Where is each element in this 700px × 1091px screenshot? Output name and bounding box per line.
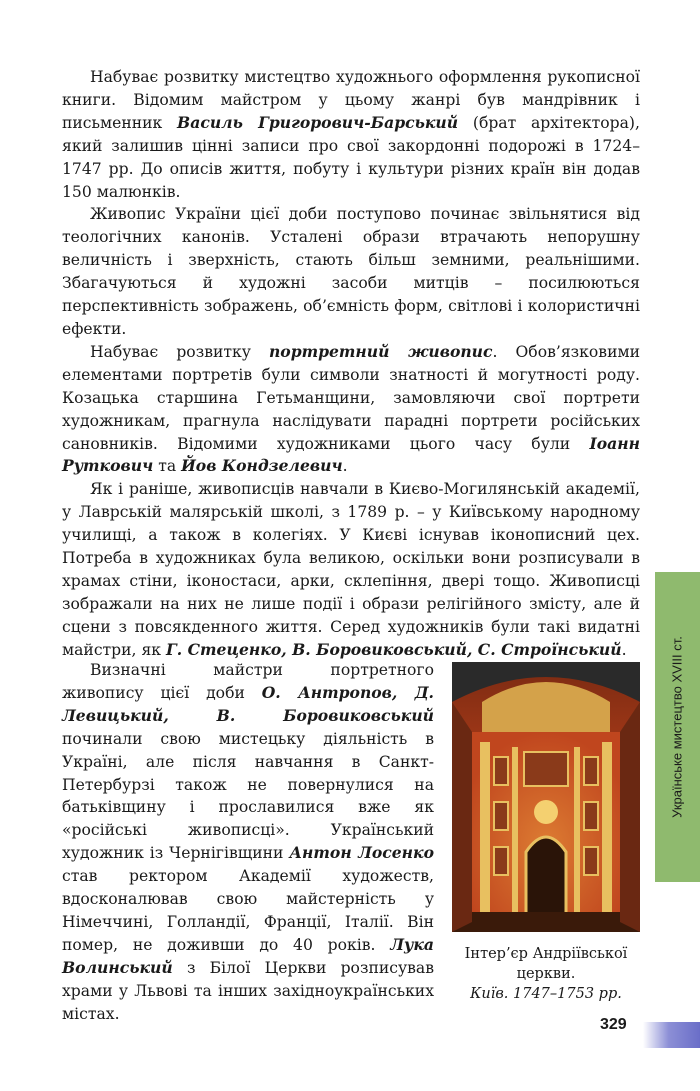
- text-run: починали свою мистецьку діяльність в Україні, але після навчання в Санкт-Петербурзі також не повернулися на батьківщину і прославилися вже як «російські живописці». Український художник із Чернігівщини: [62, 729, 434, 863]
- paragraph: [62, 66, 640, 203]
- emphasized-name: Василь Григорович-Барський: [177, 112, 459, 132]
- emphasized-name: О. Антропов, Д. Левицький, В. Боровиковський: [62, 682, 434, 725]
- text-run: (брат архітектора), який залишив цінні записи про свої закордонні подорожі в 1724–1747 рр. До описів життя, побуту і культури різних країн він додав 150 малюнків.: [62, 113, 640, 201]
- paragraph: [62, 203, 640, 340]
- text-run: . Обов’язковими елементами портретів були символи знатності й могутності роду. Козацька старшина Гетьманщини, замовляючи свої портрети художникам, прагнула наслідувати парадні портрети російських сановників. Відомими художниками цього часу були: [62, 342, 640, 453]
- emphasized-name: Г. Стеценко, В. Боровиковський, С. Строїнський: [166, 639, 622, 659]
- paragraph: [62, 478, 640, 661]
- emphasized-name: Йов Кондзелевич: [181, 456, 343, 476]
- chapter-side-tab-label: Українське мистецтво XVIII ст.: [669, 636, 685, 818]
- paragraph: [62, 341, 640, 478]
- emphasized-name: Лука Волинський: [62, 934, 434, 977]
- caption-line-1: Інтер’єр Андріївської: [464, 946, 628, 962]
- text-run: .: [621, 640, 627, 659]
- text-run: Набуває розвитку: [90, 342, 269, 361]
- emphasized-name: Антон Лосенко: [289, 843, 434, 863]
- paragraph: [62, 659, 434, 1026]
- text-run: Живопис України цієї доби поступово починає звільнятися від теологічних канонів. Усталені образи втрачають непорушну величність і зверхність, стають більш земними, реальнішими. Збагачуються й художні засоби митців – посилюються перспективність зображень, об’ємність форм, світлові і колористичні ефекти.: [62, 205, 640, 338]
- caption-line-3: Київ. 1747–1753 рр.: [470, 986, 622, 1002]
- text-run: Як і раніше, живописців навчали в Києво-Могилянській академії, у Лаврській малярській школі, з 1789 р. – у Київському народному училищі, а також в колегіях. У Києві існував іконописний цех. Потреба в художниках була великою, оскільки вони розписували в храмах стіни, іконостаси, арки, склепіння, двері тощо. Живописці зображали на них не лише події і образи релігійного змісту, але й сцени з повсякденного життя. Серед художників були такі видатні майстри, як: [62, 480, 640, 659]
- main-text: [62, 66, 640, 662]
- text-run: з Білої Церкви розписував храми у Львові та інших західноукраїнських містах.: [62, 958, 434, 1023]
- text-run: Набуває розвитку мистецтво художнього оформлення рукописної книги. Відомим майстром у цьому жанрі був мандрівник і письменник: [62, 68, 640, 132]
- text-run: .: [342, 457, 348, 476]
- church-interior-photo: [452, 662, 640, 932]
- emphasized-name: портретний живопис: [268, 341, 493, 361]
- caption-line-2: церкви.: [516, 966, 576, 982]
- emphasized-name: Іоанн Руткович: [62, 433, 640, 476]
- photo-caption: [446, 944, 646, 1004]
- wrap-paragraph: [62, 659, 434, 1026]
- page-number-bar: [643, 1022, 700, 1048]
- page-number: 329: [600, 1016, 627, 1033]
- text-run: Визначні майстри портретного живопису цієї доби: [62, 661, 434, 702]
- text-run: став ректором Академії художеств, вдосконалював свою майстерність у Німеччині, Голландії, Франції, Італії. Він помер, не доживши до 40 років.: [62, 867, 434, 954]
- text-run: та: [153, 457, 182, 476]
